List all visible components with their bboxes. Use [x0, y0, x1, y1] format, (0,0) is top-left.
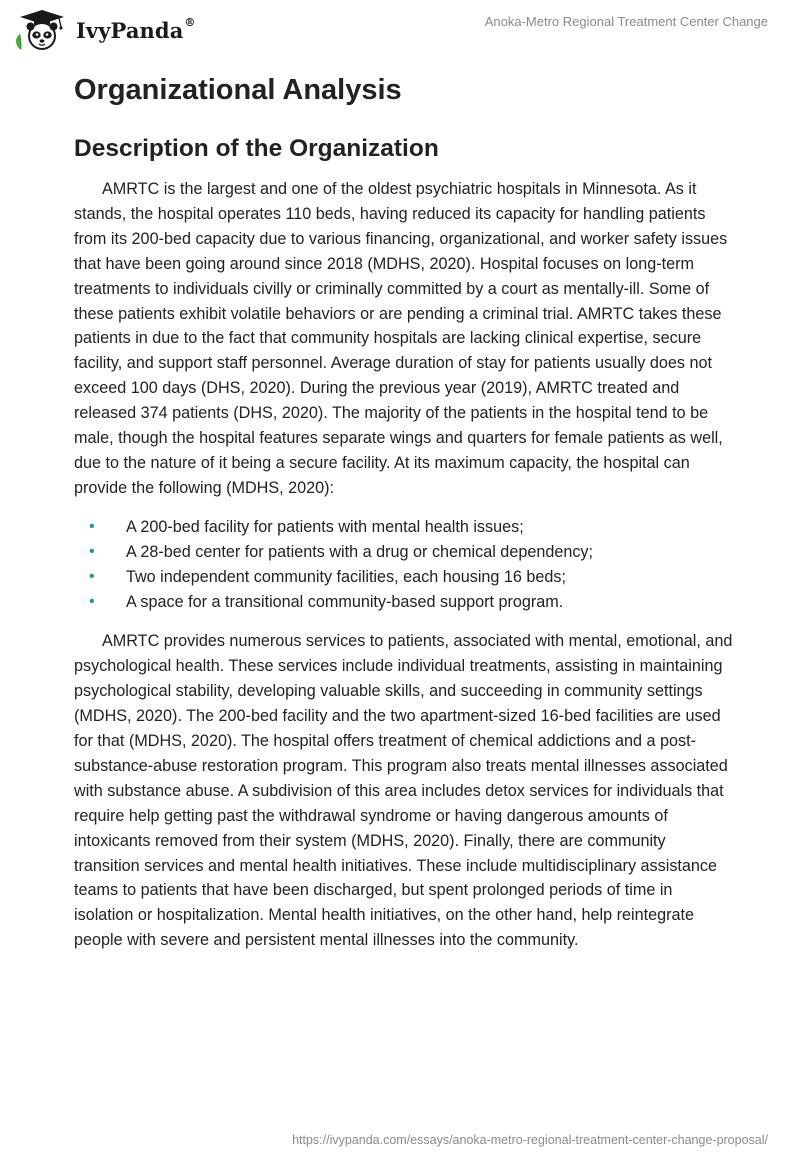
page-title: Organizational Analysis [74, 74, 402, 106]
bullet-icon: • [89, 567, 95, 585]
paragraph: AMRTC is the largest and one of the oldest psychiatric hospitals in Minnesota. As it stands, the hospital operates 110 beds, having reduced its capacity for handling patients from its 200-bed capacity due to various financing, organizational, and worker safety issues that have been going around since 2018 (MDHS, 2020). Hospital focuses on long-term treatments to individuals civilly or criminally committed by a court as mentally-ill. Some of these patients exhibit volatile behaviors or are pending a criminal trial. AMRTC takes these patients in due to the fact that community hospitals are lacking clinical expertise, secure facility, and support staff personnel. Average duration of stay for patients usually does not exceed 100 days (DHS, 2020). During the previous year (2019), AMRTC treated and released 374 patients (DHS, 2020). The majority of the patients in the hospital tend to be male, though the hospital features separate wings and quarters for female patients as well, due to the nature of it being a secure facility. At its maximum capacity, the hospital can provide the following (MDHS, 2020): [74, 180, 728, 497]
brand-name: IvyPanda® [76, 15, 196, 43]
bullet-icon: • [89, 517, 95, 535]
source-url[interactable]: https://ivypanda.com/essays/anoka-metro-regional-treatment-center-change-proposal/ [292, 1133, 768, 1147]
section-heading: Description of the Organization [74, 135, 439, 162]
panda-graduate-icon [12, 8, 70, 52]
list-item-text: A 28-bed center for patients with a drug or chemical dependency; [126, 542, 594, 561]
list-item [74, 540, 734, 565]
list-item [74, 565, 734, 590]
registered-mark: ® [184, 15, 196, 29]
page-header [0, 0, 800, 60]
list-item-text: Two independent community facilities, each housing 16 beds; [126, 567, 567, 586]
list-item-text: A space for a transitional community-based support program. [126, 592, 564, 611]
list-item-text: A 200-bed facility for patients with mental health issues; [126, 517, 524, 536]
bullet-icon: • [89, 592, 95, 610]
bullet-icon: • [89, 542, 95, 560]
brand-logo[interactable] [12, 8, 196, 52]
article-body [74, 70, 734, 953]
list-item [74, 515, 734, 540]
list-item [74, 590, 734, 615]
document-title: Anoka-Metro Regional Treatment Center Change [484, 14, 768, 29]
bullet-list [74, 515, 734, 615]
paragraph: AMRTC provides numerous services to patients, associated with mental, emotional, and psychological health. These services include individual treatments, assisting in maintaining psychological stability, developing valuable skills, and succeeding in community settings (MDHS, 2020). The 200-bed facility and the two apartment-sized 16-bed facilities are used for that (MDHS, 2020). The hospital offers treatment of chemical addictions and a post-substance-abuse restoration program. This program also treats mental illnesses associated with substance abuse. A subdivision of this area includes detox services for individuals that require help getting past the withdrawal syndrome or having dangerous amounts of intoxicants removed from their system (MDHS, 2020). Finally, there are community transition services and mental health initiatives. These include multidisciplinary assistance teams to patients that have been discharged, but spent prolonged periods of time in isolation or hospitalization. Mental health initiatives, on the other hand, help reintegrate people with severe and persistent mental illnesses into the community. [74, 632, 733, 950]
